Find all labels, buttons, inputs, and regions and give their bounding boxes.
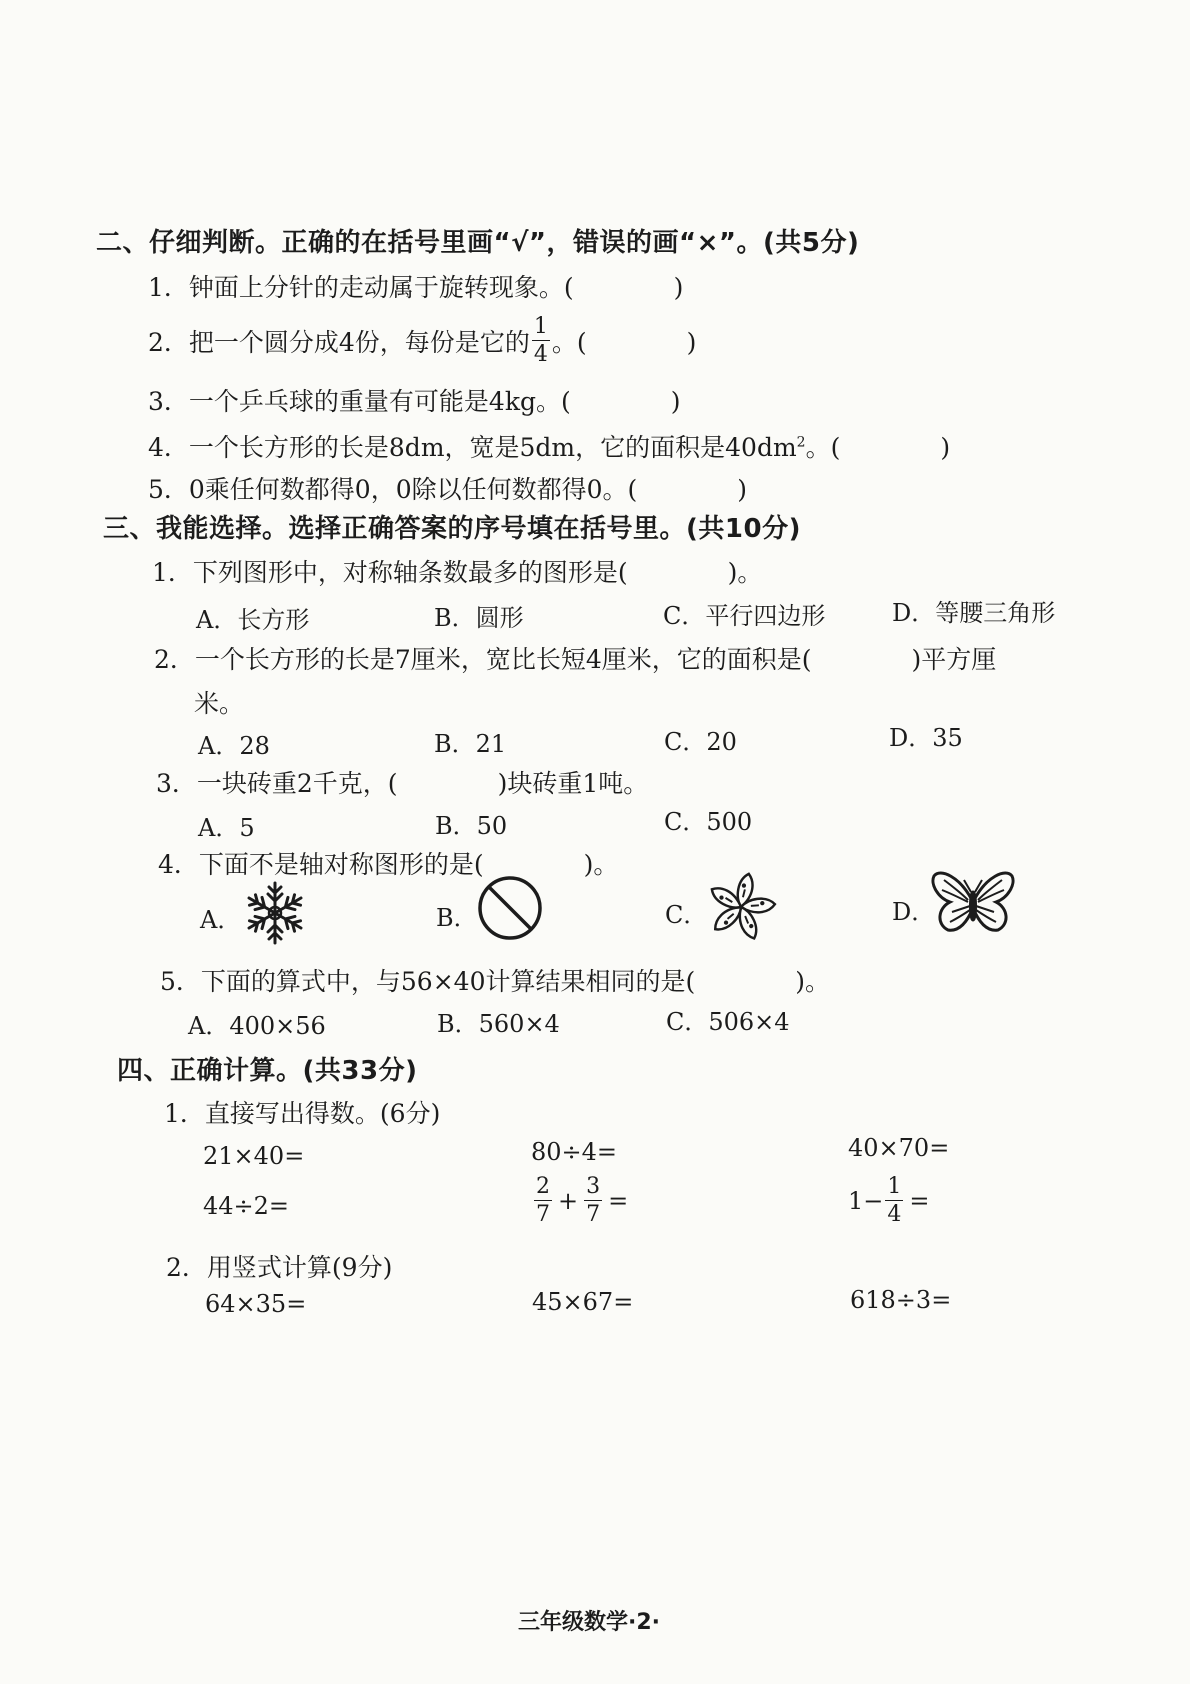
option-b: B．50 bbox=[435, 812, 508, 840]
equals-sign: = bbox=[608, 1187, 629, 1215]
section-4-part2-label: 2．用竖式计算(9分) bbox=[166, 1253, 393, 1282]
fraction-numerator: 1 bbox=[533, 314, 548, 339]
option-a: A． bbox=[200, 906, 242, 934]
section-3-q4: 4．下面不是轴对称图形的是( )。 bbox=[158, 850, 619, 879]
equals-sign: = bbox=[909, 1187, 930, 1215]
option-a: A．5 bbox=[198, 814, 255, 842]
section-3-q2-line2: 米。 bbox=[194, 689, 245, 718]
fraction-numerator: 1 bbox=[887, 1174, 902, 1199]
section-2-q2-bracket: 。( ) bbox=[551, 328, 697, 357]
calc-40x70: 40×70= bbox=[848, 1134, 950, 1162]
fraction-denominator: 7 bbox=[536, 1202, 550, 1227]
option-c: C．500 bbox=[664, 808, 753, 836]
fraction-denominator: 4 bbox=[887, 1202, 902, 1227]
section-2-q1: 1．钟面上分针的走动属于旋转现象。( ) bbox=[148, 273, 684, 302]
option-c: C．20 bbox=[664, 728, 737, 756]
fraction bbox=[885, 1176, 903, 1226]
calc-618div3: 618÷3= bbox=[850, 1286, 952, 1314]
section-2-q5: 5．0乘任何数都得0，0除以任何数都得0。( ) bbox=[148, 475, 748, 504]
bauhinia-flower-icon bbox=[700, 868, 782, 946]
butterfly-icon bbox=[930, 868, 1016, 938]
option-c: C．506×4 bbox=[666, 1008, 790, 1036]
calc-64x35: 64×35= bbox=[205, 1290, 307, 1318]
plus-sign: + bbox=[558, 1187, 579, 1215]
option-b: B．560×4 bbox=[437, 1010, 560, 1038]
circle-slash-icon bbox=[476, 874, 544, 942]
section-4-title: 四、正确计算。(共33分) bbox=[117, 1056, 418, 1086]
section-3-q1: 1．下列图形中，对称轴条数最多的图形是( )。 bbox=[152, 558, 763, 587]
option-d: D．等腰三角形 bbox=[892, 599, 1056, 627]
section-4-part1-label: 1．直接写出得数。(6分) bbox=[164, 1099, 441, 1128]
fraction-denominator: 7 bbox=[586, 1202, 601, 1227]
superscript: 2 bbox=[796, 434, 806, 451]
option-a: A．长方形 bbox=[196, 606, 310, 634]
option-c: C． bbox=[665, 901, 708, 929]
option-b: B． bbox=[436, 904, 478, 932]
calc-44div2: 44÷2= bbox=[203, 1192, 290, 1220]
section-2-q3: 3．一个乒乓球的重量有可能是4kg。( ) bbox=[148, 387, 681, 416]
section-2-q4-text: 4．一个长方形的长是8dm，宽是5dm，它的面积是40dm bbox=[148, 433, 797, 462]
section-3-q5: 5．下面的算式中，与56×40计算结果相同的是( )。 bbox=[160, 967, 830, 996]
fraction bbox=[534, 1176, 552, 1226]
snowflake-icon bbox=[240, 878, 310, 948]
section-3-q3: 3．一块砖重2千克，( )块砖重1吨。 bbox=[156, 769, 649, 798]
page-footer: 三年级数学·2· bbox=[518, 1610, 661, 1635]
fraction-one-quarter bbox=[532, 316, 550, 366]
fraction-denominator: 4 bbox=[533, 342, 548, 367]
calc-21x40: 21×40= bbox=[203, 1142, 305, 1170]
option-d: D．35 bbox=[889, 724, 963, 752]
calc-45x67: 45×67= bbox=[532, 1288, 634, 1316]
section-2-q2-text: 2．把一个圆分成4份，每份是它的 bbox=[148, 328, 530, 357]
fraction-numerator: 3 bbox=[586, 1174, 601, 1199]
section-2-q2 bbox=[148, 316, 696, 366]
option-d: D． bbox=[892, 898, 936, 926]
calc-80div4: 80÷4= bbox=[531, 1138, 618, 1166]
calc-fraction-sum bbox=[532, 1176, 628, 1226]
fraction bbox=[584, 1176, 602, 1226]
section-2-title: 二、仔细判断。正确的在括号里画“√”，错误的画“×”。(共5分) bbox=[96, 228, 860, 258]
option-b: B．圆形 bbox=[434, 604, 524, 632]
option-b: B．21 bbox=[434, 730, 507, 758]
fraction-numerator: 2 bbox=[536, 1174, 550, 1199]
section-2-q4 bbox=[148, 428, 950, 464]
one-minus: 1− bbox=[848, 1187, 884, 1215]
section-2-q4-bracket: 。( ) bbox=[805, 433, 951, 462]
section-3-title: 三、我能选择。选择正确答案的序号填在括号里。(共10分) bbox=[103, 514, 801, 544]
calc-one-minus-quarter bbox=[848, 1176, 930, 1226]
option-a: A．28 bbox=[198, 732, 270, 760]
option-c: C．平行四边形 bbox=[663, 602, 826, 630]
option-a: A．400×56 bbox=[188, 1012, 326, 1040]
section-3-q2-line1: 2．一个长方形的长是7厘米，宽比长短4厘米，它的面积是( )平方厘 bbox=[154, 645, 997, 674]
